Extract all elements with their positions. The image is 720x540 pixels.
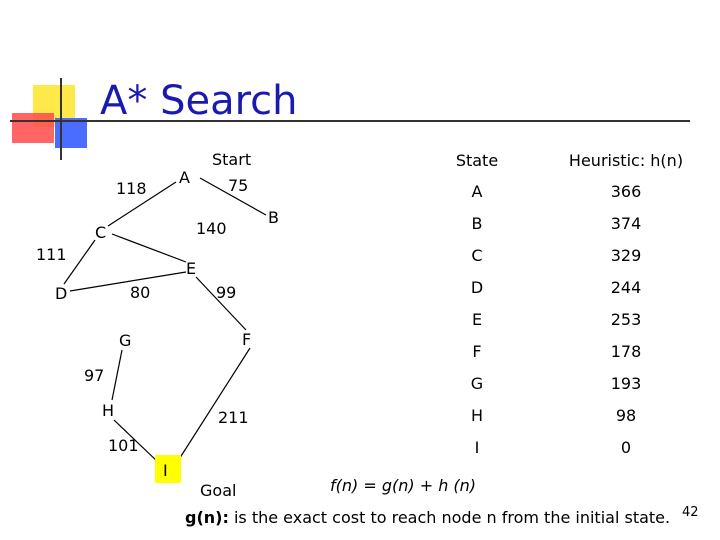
edge-c-e: [112, 234, 186, 262]
heuristic-cell: 374: [610, 213, 642, 233]
goal-node-highlight: [155, 455, 181, 483]
table-row: [412, 335, 710, 367]
table-header-row: [412, 145, 710, 175]
formula: f(n) = g(n) + h (n): [330, 476, 477, 495]
page-number: 42: [682, 505, 699, 520]
weight-g-h: 97: [84, 366, 105, 385]
weight-c-d: 111: [36, 245, 67, 264]
state-cell: D: [470, 277, 484, 297]
state-cell: F: [472, 341, 482, 361]
table-row: [412, 399, 710, 431]
start-label: Start: [212, 150, 252, 169]
node-a: A: [179, 168, 190, 187]
node-d: D: [55, 284, 68, 303]
state-cell: E: [471, 309, 483, 329]
heuristic-cell: 178: [610, 341, 642, 361]
table-row: [412, 207, 710, 239]
heuristic-cell: 329: [610, 245, 642, 265]
node-c: C: [95, 223, 107, 242]
weight-d-e: 80: [130, 283, 151, 302]
weight-a-c: 118: [116, 179, 147, 198]
node-g: G: [119, 331, 132, 350]
node-i: I: [163, 461, 168, 480]
heuristic-table: [412, 145, 710, 463]
table-row: [412, 175, 710, 207]
weight-f-i: 211: [218, 408, 249, 427]
edge-c-d: [64, 240, 95, 284]
weight-a-b: 75: [228, 176, 249, 195]
weight-e-f: 99: [216, 283, 237, 302]
node-h: H: [102, 401, 115, 420]
table-row: [412, 367, 710, 399]
goal-label: Goal: [200, 481, 237, 500]
heuristic-cell: 366: [610, 181, 642, 201]
table-row: [412, 239, 710, 271]
state-cell: A: [471, 181, 483, 201]
weight-c-e: 140: [196, 219, 227, 238]
edge-d-e: [70, 272, 186, 291]
header-state: State: [455, 150, 499, 170]
definition: [185, 508, 670, 527]
edge-g-h: [112, 350, 122, 400]
node-e: E: [186, 259, 197, 278]
state-cell: H: [470, 405, 484, 425]
definition-text: is the exact cost to reach node n from the initial state.: [228, 508, 671, 527]
state-cell: B: [471, 213, 483, 233]
weight-h-i: 101: [108, 436, 139, 455]
table-row: [412, 271, 710, 303]
node-b: B: [268, 208, 279, 227]
heuristic-cell: 253: [610, 309, 642, 329]
slide-title: A* Search: [100, 78, 298, 124]
state-cell: G: [470, 373, 484, 393]
edge-f-i: [176, 348, 250, 464]
heuristic-cell: 244: [610, 277, 642, 297]
heuristic-cell: 98: [615, 405, 637, 425]
state-cell: I: [474, 437, 480, 457]
table-row: [412, 303, 710, 335]
state-cell: C: [471, 245, 483, 265]
heuristic-cell: 193: [610, 373, 642, 393]
header-heuristic: Heuristic: h(n): [568, 150, 684, 170]
heuristic-cell: 0: [620, 437, 632, 457]
node-f: F: [242, 330, 252, 349]
table-row: [412, 431, 710, 463]
definition-term: g(n):: [185, 508, 229, 527]
